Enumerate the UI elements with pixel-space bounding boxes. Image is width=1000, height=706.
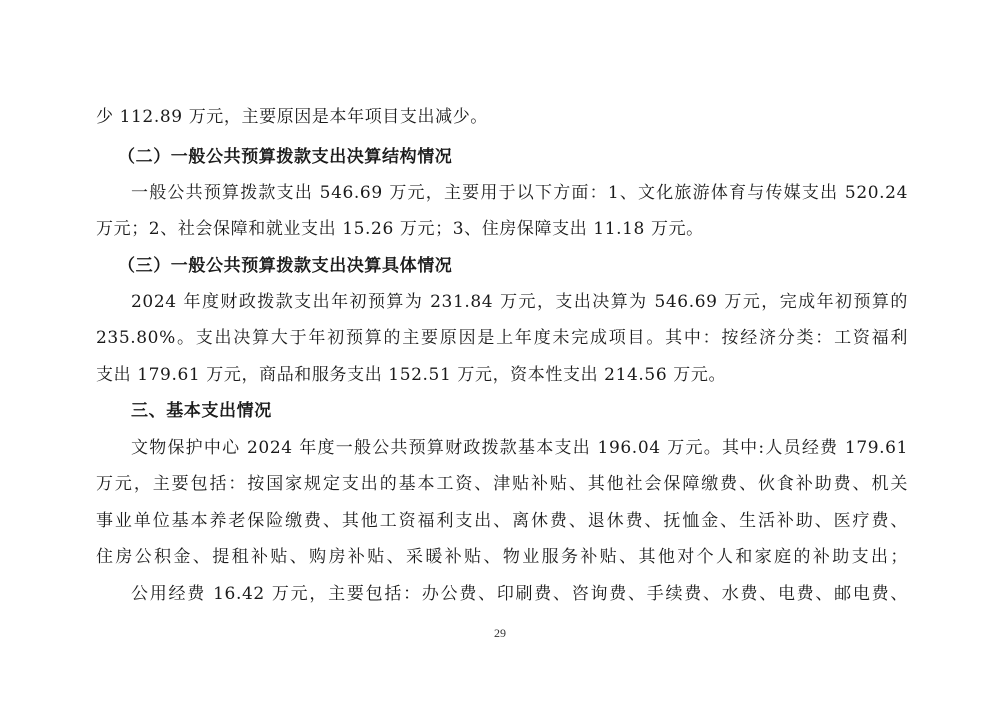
text-line-10: 文物保护中心 2024 年度一般公共预算财政拨款基本支出 196.04 万元。其中:人员经费 179.61 [131,438,908,458]
text-line-1: 少 112.89 万元，主要原因是本年项目支出减少。 [96,107,488,127]
text-line-13: 住房公积金、提租补贴、购房补贴、采暖补贴、物业服务补贴、其他对个人和家庭的补助支出； [96,547,908,567]
section-heading-basic-expenditure: 三、基本支出情况 [131,401,272,421]
text-line-12: 事业单位基本养老保险缴费、其他工资福利支出、离休费、退休费、抚恤金、生活补助、医疗费、 [96,511,908,531]
section-heading-2: （二）一般公共预算拨款支出决算结构情况 [118,147,453,167]
text-line-7: 235.80%。支出决算大于年初预算的主要原因是上年度未完成项目。其中：按经济分类：工资福利 [96,328,908,348]
text-line-6: 2024 年度财政拨款支出年初预算为 231.84 万元，支出决算为 546.69 万元，完成年初预算的 [131,292,908,312]
text-line-4: 万元；2、社会保障和就业支出 15.26 万元；3、住房保障支出 11.18 万元。 [96,219,704,239]
text-line-8: 支出 179.61 万元，商品和服务支出 152.51 万元，资本性支出 214.56 万元。 [96,365,727,385]
text-line-3: 一般公共预算拨款支出 546.69 万元，主要用于以下方面：1、文化旅游体育与传媒支出 520.24 [131,183,908,203]
text-line-14: 公用经费 16.42 万元，主要包括：办公费、印刷费、咨询费、手续费、水费、电费、邮电费、 [131,584,908,604]
page-number: 29 [494,626,506,640]
text-line-11: 万元，主要包括：按国家规定支出的基本工资、津贴补贴、其他社会保障缴费、伙食补助费、机关 [96,474,908,494]
section-heading-3: （三）一般公共预算拨款支出决算具体情况 [118,256,453,276]
